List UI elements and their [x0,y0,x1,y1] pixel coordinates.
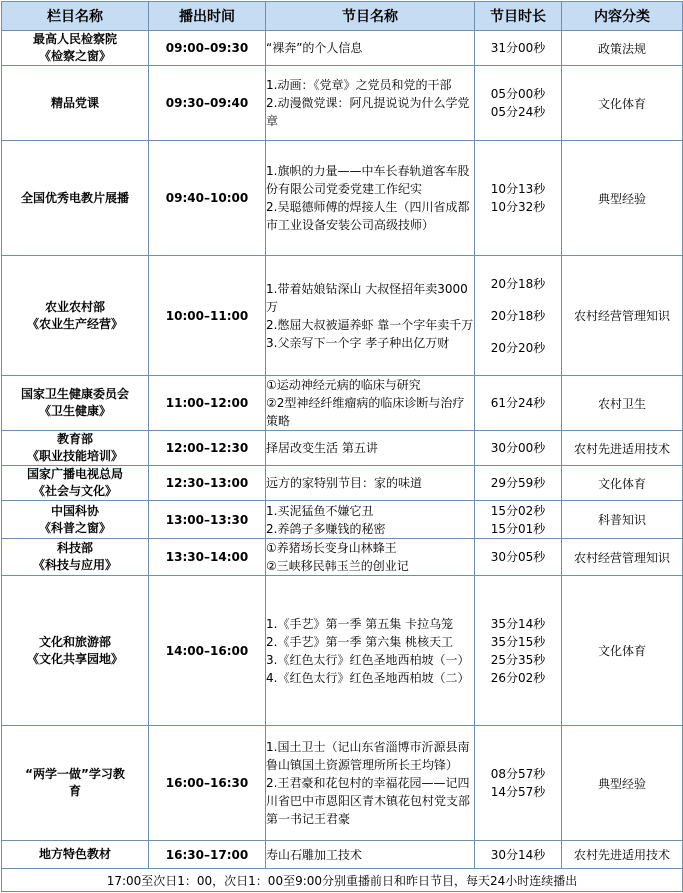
air-time-cell: 16:30–17:00 [149,841,266,869]
table-row [2,539,683,576]
duration-cell [475,256,562,376]
program-item: 2.动漫微党课：阿凡提说说为什么学党章 [266,96,470,128]
program-item: 4.《红色太行》红色圣地西柏坡（二） [266,670,470,685]
column-name-line: 最高人民检察院 [32,32,117,46]
footer-row [2,869,683,892]
column-name-line: 《文化共享园地》 [26,651,123,666]
header-column-name: 栏目名称 [2,2,149,31]
category-cell: 农村卫生 [562,376,683,431]
column-name-line: 中国科协 [50,503,99,518]
duration-value: 30分14秒 [490,847,546,862]
column-name-line: 《社会与文化》 [32,484,117,498]
column-name-line: 科技部 [56,541,93,555]
header-category: 内容分类 [562,2,683,31]
column-name-line: 国家广播电视总局 [26,467,123,481]
duration-cell [475,376,562,431]
header-program-name: 节目名称 [266,2,475,31]
header-duration: 节目时长 [475,2,562,31]
column-name-line: 《科技与应用》 [32,558,117,572]
duration-value: 20分18秒 [490,276,546,291]
category-cell: 典型经验 [562,141,683,256]
table-row [2,726,683,841]
column-name-cell [2,431,149,466]
program-item: ②三峡移民韩玉兰的创业记 [266,559,409,573]
column-name-line: 育 [68,784,81,798]
duration-cell [475,66,562,141]
duration-value: 30分00秒 [490,441,546,455]
air-time-cell: 12:30–13:00 [149,466,266,501]
category-cell: 农村先进适用技术 [562,431,683,466]
program-item: 2.憋屈大叔被逼养虾 靠一个字年卖千万 [266,317,474,332]
table-row [2,431,683,466]
program-item: ①运动神经元病的临床与研究 [266,378,421,392]
program-item: 寿山石雕加工技术 [266,847,363,862]
table-row [2,466,683,501]
air-time-cell: 09:40–10:00 [149,141,266,256]
table-row [2,501,683,539]
program-item: 1.动画：《党章》之党员和党的干部 [266,78,452,92]
program-name-cell [266,726,475,841]
duration-cell [475,431,562,466]
program-item: 1.旗帜的力量——中车长春轨道客车股份有限公司党委党建工作纪实 [266,164,470,196]
table-row [2,31,683,66]
duration-value: 05分24秒 [490,105,546,119]
table-row [2,841,683,869]
column-name-cell [2,256,149,376]
program-item: 3.父亲写下一个字 孝子种出亿万财 [266,335,450,350]
duration-cell [475,466,562,501]
duration-value: 10分13秒 [490,182,546,196]
duration-value: 08分57秒 [490,767,546,781]
column-name-line: 农业农村部 [44,299,105,314]
air-time-cell: 10:00–11:00 [149,256,266,376]
duration-value: 35分14秒 [490,616,546,631]
category-cell: 科普知识 [562,501,683,539]
duration-cell [475,576,562,726]
air-time-cell: 11:00–12:00 [149,376,266,431]
duration-value: 30分05秒 [490,550,546,564]
program-name-cell [266,466,475,501]
air-time-cell: 13:00–13:30 [149,501,266,539]
air-time-cell: 12:00–12:30 [149,431,266,466]
duration-cell [475,726,562,841]
duration-value: 14分57秒 [490,785,546,799]
air-time-cell: 09:00–09:30 [149,31,266,66]
program-item: ②2型神经纤维瘤病的临床诊断与治疗策略 [266,396,465,428]
program-item: 1.国土卫士（记山东省淄博市沂源县南鲁山镇国土资源管理所所长王均锋） [266,740,470,772]
table-row [2,576,683,726]
footer-note: 17:00至次日1：00，次日1：00至9:00分别重播前日和昨日节目，每天24小时连续播出 [2,869,683,892]
category-cell: 政策法规 [562,31,683,66]
column-name-cell [2,31,149,66]
table-row [2,256,683,376]
program-name-cell [266,31,475,66]
program-item: 1.带着姑娘钻深山 大叔怪招年卖3000万 [266,281,468,314]
duration-cell [475,539,562,576]
column-name-line: 文化和旅游部 [38,634,111,649]
duration-cell [475,501,562,539]
column-name-cell [2,141,149,256]
program-name-cell [266,576,475,726]
program-item: 2.吴聪德师傅的焊接人生（四川省成都市工业设备安装公司高级技师） [266,200,470,232]
category-cell: 文化体育 [562,466,683,501]
column-name-line: 精品党课 [50,95,99,110]
column-name-cell [2,501,149,539]
program-name-cell [266,66,475,141]
category-cell: 典型经验 [562,726,683,841]
table-row [2,376,683,431]
column-name-line: 《检察之窗》 [38,49,111,63]
column-name-line: “两学一做”学习教 [25,767,125,781]
program-item: “裸奔”的个人信息 [266,41,363,55]
column-name-cell [2,726,149,841]
duration-value: 20分20秒 [490,340,546,355]
duration-value: 31分00秒 [490,41,546,55]
column-name-line: 《科普之窗》 [38,520,111,535]
duration-value: 25分35秒 [490,652,546,667]
program-name-cell [266,431,475,466]
category-cell: 农村先进适用技术 [562,841,683,869]
column-name-cell [2,66,149,141]
program-item: 2.《手艺》第一季 第六集 桃核天工 [266,634,454,649]
table-row [2,141,683,256]
duration-value: 61分24秒 [490,396,546,410]
program-name-cell [266,501,475,539]
program-item: 2.养鸽子多赚钱的秘密 [266,521,386,536]
program-item: 3.《红色太行》红色圣地西柏坡（一） [266,652,470,667]
duration-value: 15分02秒 [490,503,546,518]
duration-value: 05分00秒 [490,87,546,101]
column-name-cell [2,466,149,501]
air-time-cell: 14:00–16:00 [149,576,266,726]
program-name-cell [266,141,475,256]
duration-value: 35分15秒 [490,634,546,649]
column-name-line: 地方特色教材 [38,847,111,861]
category-cell: 文化体育 [562,66,683,141]
duration-value: 20分18秒 [490,308,546,323]
program-item: ①养猪场长变身山林蜂王 [266,541,397,555]
schedule-table [1,1,683,892]
duration-value: 15分01秒 [490,521,546,536]
air-time-cell: 09:30–09:40 [149,66,266,141]
duration-value: 10分32秒 [490,200,546,214]
air-time-cell: 13:30–14:00 [149,539,266,576]
air-time-cell: 16:00–16:30 [149,726,266,841]
column-name-cell [2,576,149,726]
column-name-line: 全国优秀电教片展播 [20,190,129,205]
category-cell: 农村经营管理知识 [562,256,683,376]
column-name-line: 教育部 [56,432,93,446]
column-name-line: 《职业技能培训》 [26,449,123,463]
duration-cell [475,141,562,256]
program-name-cell [266,256,475,376]
program-item: 1.买泥猛鱼不嫌它丑 [266,503,374,518]
column-name-cell [2,376,149,431]
program-item: 远方的家特别节目：家的味道 [266,476,423,490]
duration-value: 29分59秒 [490,476,546,490]
program-item: 择居改变生活 第五讲 [266,441,378,455]
category-cell: 文化体育 [562,576,683,726]
duration-cell [475,841,562,869]
program-item: 1.《手艺》第一季 第五集 卡拉乌笼 [266,616,454,631]
header-air-time: 播出时间 [149,2,266,31]
duration-value: 26分02秒 [490,670,546,685]
program-name-cell [266,539,475,576]
program-name-cell [266,841,475,869]
program-item: 2.王君豪和花包村的幸福花园——记四川省巴中市恩阳区青木镇花包村党支部第一书记王君豪 [266,776,471,826]
column-name-line: 国家卫生健康委员会 [20,387,129,401]
category-cell: 农村经营管理知识 [562,539,683,576]
header-row [2,2,683,31]
table-row [2,66,683,141]
column-name-cell [2,841,149,869]
column-name-cell [2,539,149,576]
column-name-line: 《卫生健康》 [38,404,111,418]
column-name-line: 《农业生产经营》 [26,316,123,331]
program-name-cell [266,376,475,431]
duration-cell [475,31,562,66]
